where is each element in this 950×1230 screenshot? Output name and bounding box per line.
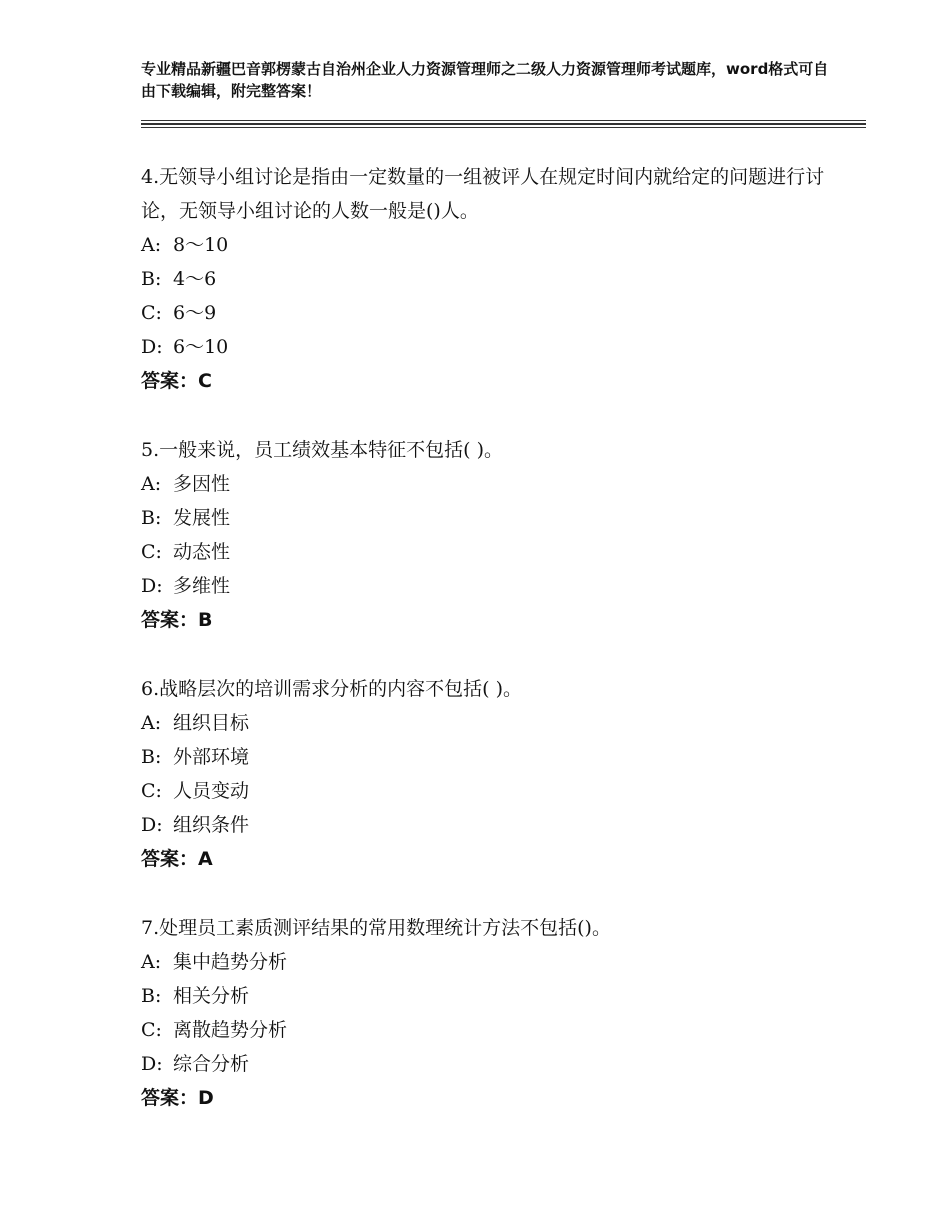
option-text: 组织条件 — [173, 814, 250, 836]
answer: 答案：D — [141, 1087, 214, 1109]
option-letter: A: — [141, 473, 162, 495]
option-text: 6～10 — [173, 336, 229, 358]
option-letter: A: — [141, 712, 162, 734]
header-divider-middle — [141, 123, 866, 125]
option-c — [141, 1013, 831, 1047]
option-letter: A: — [141, 234, 162, 256]
document-header — [141, 58, 841, 102]
option-letter: D: — [141, 1053, 163, 1075]
option-c — [141, 535, 831, 569]
option-letter: B: — [141, 268, 162, 290]
option-b — [141, 740, 831, 774]
question-7 — [141, 911, 831, 1115]
option-text: 组织目标 — [173, 712, 250, 734]
question-stem: 4.无领导小组讨论是指由一定数量的一组被评人在规定时间内就给定的问题进行讨论，无领导小组讨论的人数一般是()人。 — [141, 166, 825, 222]
option-c — [141, 774, 831, 808]
option-text: 6～9 — [173, 302, 217, 324]
option-a — [141, 228, 831, 262]
option-text: 集中趋势分析 — [173, 951, 288, 973]
option-letter: B: — [141, 507, 162, 529]
option-text: 人员变动 — [173, 780, 250, 802]
option-a — [141, 467, 831, 501]
option-text: 4～6 — [173, 268, 217, 290]
option-text: 综合分析 — [173, 1053, 250, 1075]
option-d — [141, 569, 831, 603]
question-4 — [141, 160, 831, 398]
option-d — [141, 1047, 831, 1081]
answer: 答案：B — [141, 609, 213, 631]
option-text: 发展性 — [173, 507, 231, 529]
option-text: 8～10 — [173, 234, 229, 256]
option-letter: B: — [141, 746, 162, 768]
option-text: 动态性 — [173, 541, 231, 563]
option-a — [141, 706, 831, 740]
question-stem: 5.一般来说，员工绩效基本特征不包括( )。 — [141, 439, 503, 461]
option-text: 多因性 — [173, 473, 231, 495]
option-letter: C: — [141, 780, 162, 802]
answer: 答案：C — [141, 370, 212, 392]
option-letter: D: — [141, 814, 163, 836]
header-title: 专业精品新疆巴音郭楞蒙古自治州企业人力资源管理师之二级人力资源管理师考试题库，word格式可自由下载编辑，附完整答案！ — [141, 60, 829, 100]
option-letter: D: — [141, 336, 163, 358]
header-divider-top — [141, 120, 866, 121]
question-stem: 6.战略层次的培训需求分析的内容不包括( )。 — [141, 678, 522, 700]
option-b — [141, 262, 831, 296]
option-text: 多维性 — [173, 575, 231, 597]
option-text: 外部环境 — [173, 746, 250, 768]
option-letter: D: — [141, 575, 163, 597]
option-b — [141, 501, 831, 535]
option-d — [141, 808, 831, 842]
option-text: 相关分析 — [173, 985, 250, 1007]
option-letter: C: — [141, 302, 162, 324]
option-letter: C: — [141, 541, 162, 563]
option-letter: A: — [141, 951, 162, 973]
option-letter: B: — [141, 985, 162, 1007]
option-b — [141, 979, 831, 1013]
option-d — [141, 330, 831, 364]
option-a — [141, 945, 831, 979]
option-text: 离散趋势分析 — [173, 1019, 288, 1041]
option-letter: C: — [141, 1019, 162, 1041]
question-stem: 7.处理员工素质测评结果的常用数理统计方法不包括()。 — [141, 917, 611, 939]
answer: 答案：A — [141, 848, 213, 870]
question-6 — [141, 672, 831, 876]
question-5 — [141, 433, 831, 637]
header-divider-bottom — [141, 127, 866, 128]
option-c — [141, 296, 831, 330]
